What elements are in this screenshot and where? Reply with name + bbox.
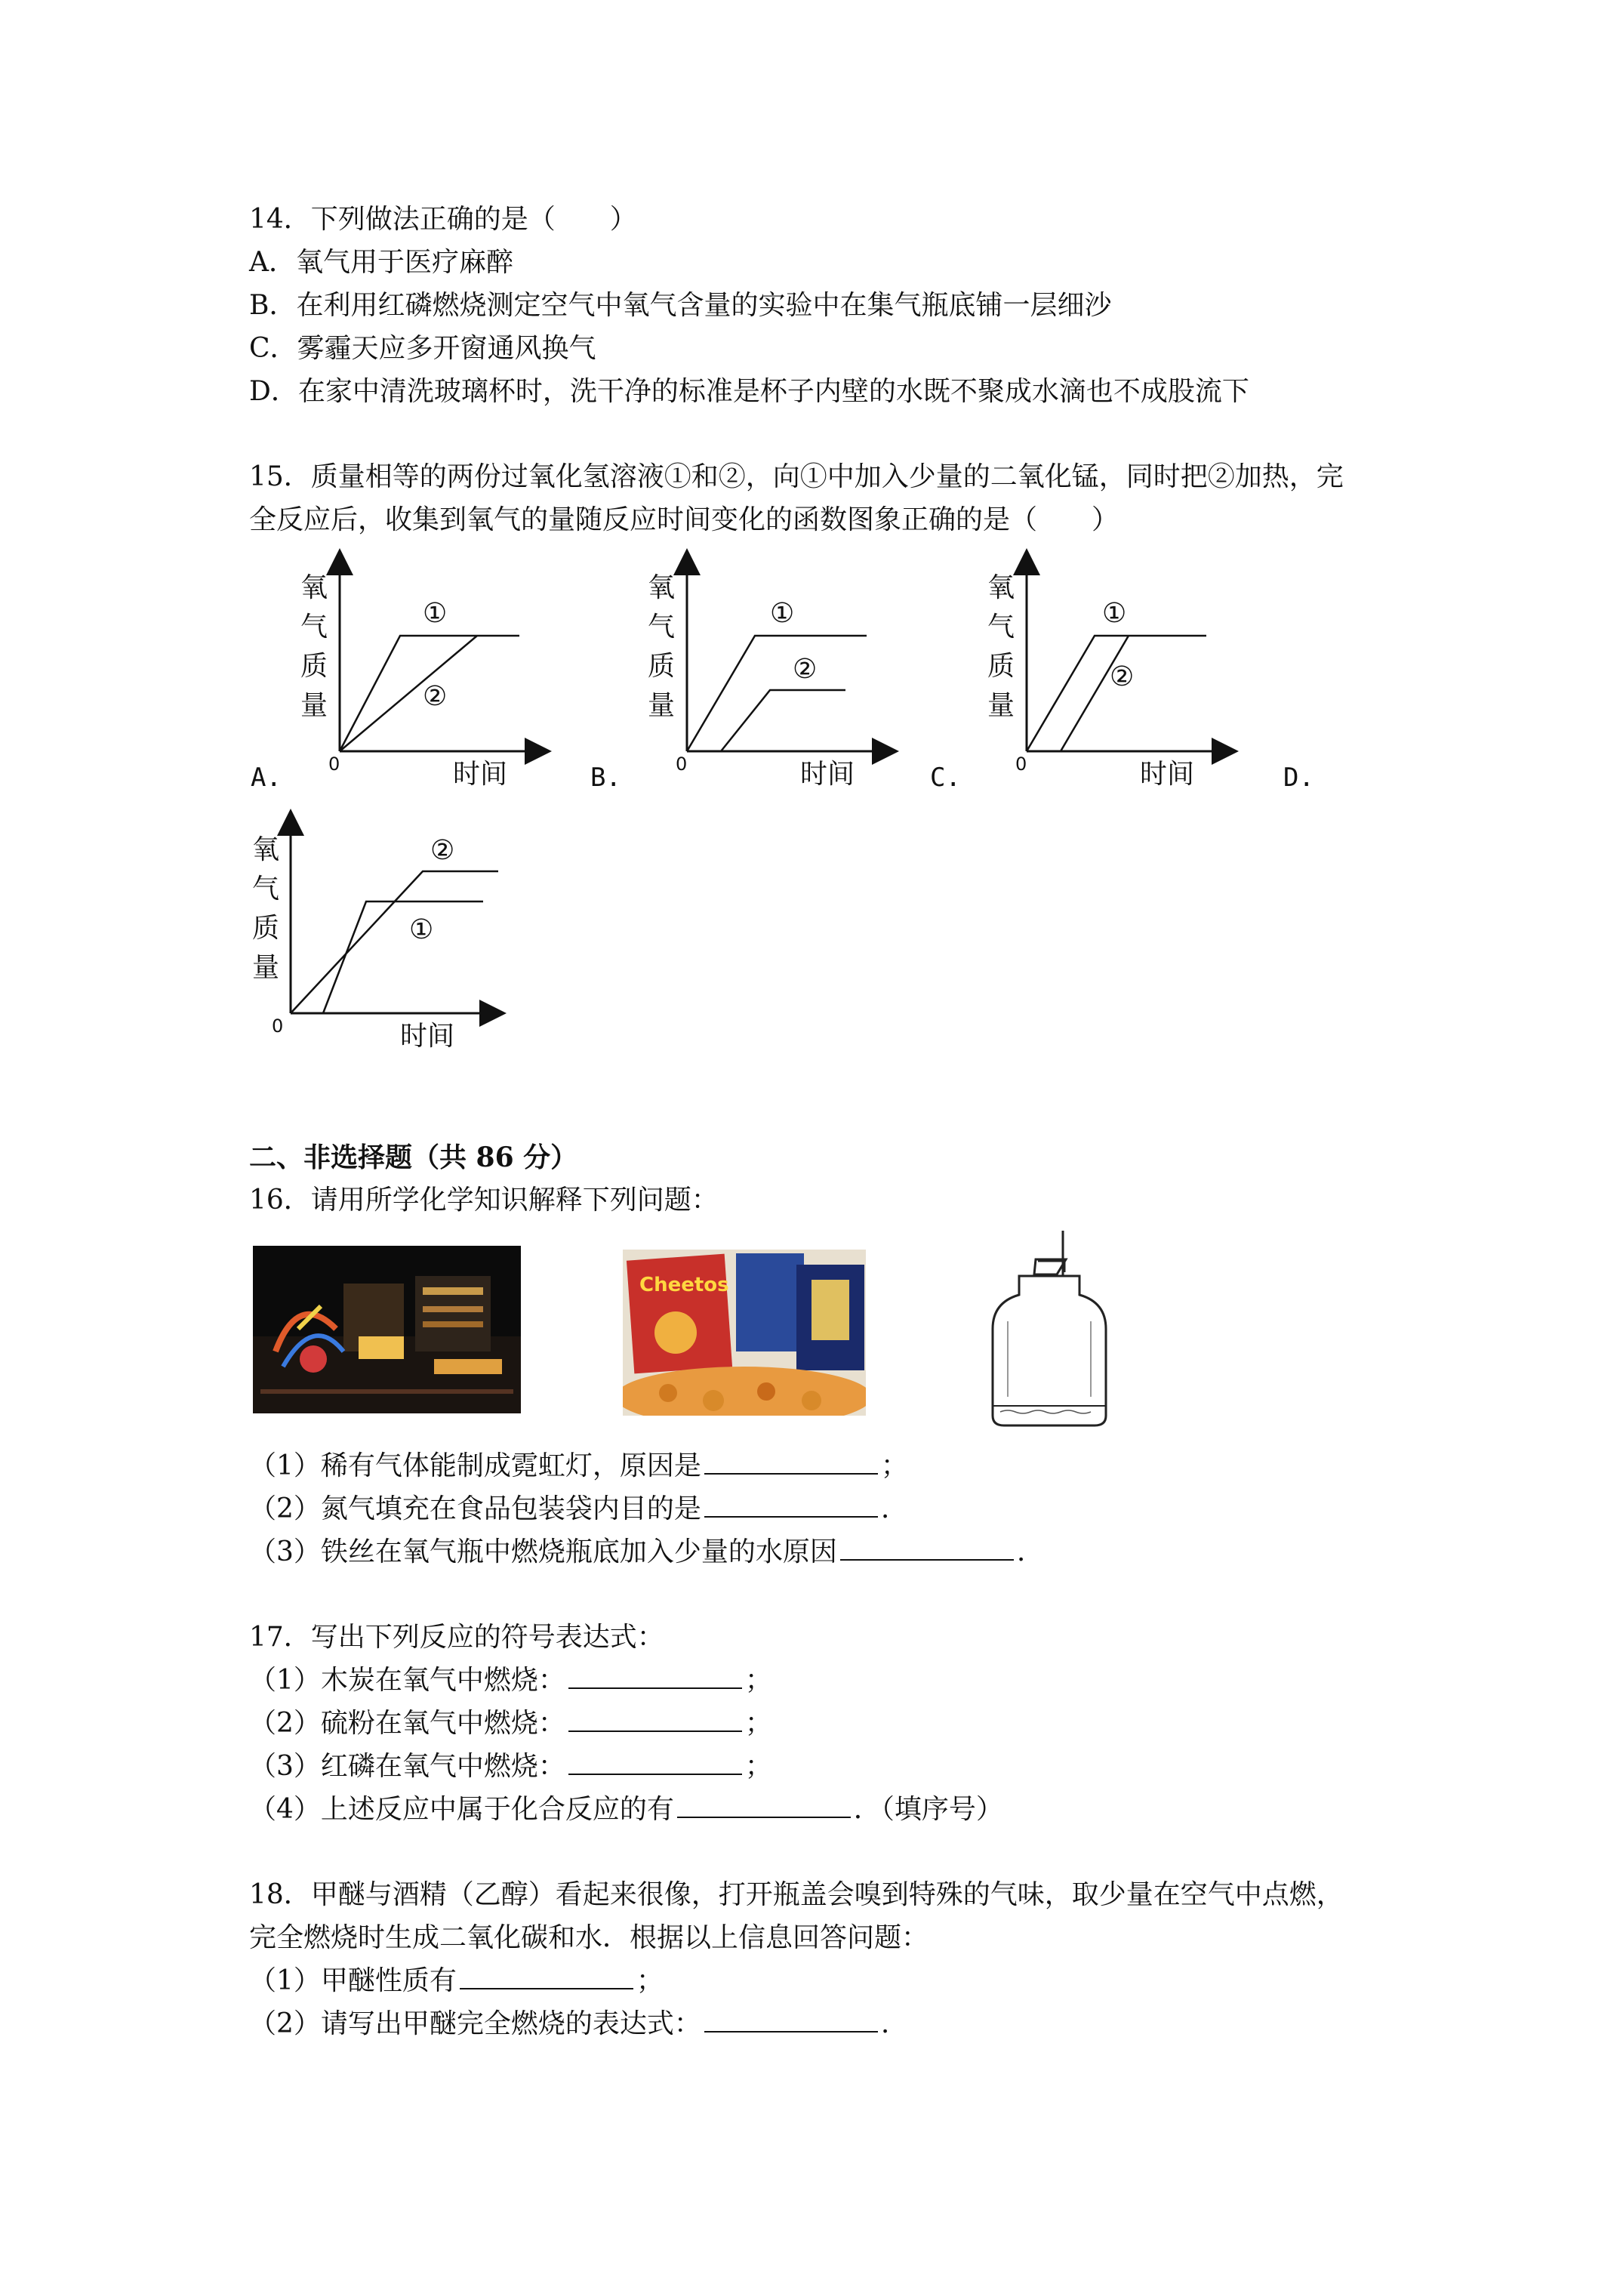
graph-d-mark-1: ①: [409, 914, 434, 945]
q15-option-d: D.: [1283, 763, 1314, 793]
q14-option-b: B．在利用红磷燃烧测定空气中氧气含量的实验中在集气瓶底铺一层细沙: [249, 290, 1112, 321]
q17-item-4: [249, 1789, 1003, 1831]
graph-b-x-label: 时间: [800, 759, 855, 790]
q17-item-1-blank[interactable]: [568, 1662, 742, 1689]
q17-stem: 17．写出下列反应的符号表达式：: [249, 1622, 664, 1653]
q17-item-1-end: ；: [744, 1665, 772, 1696]
graph-c-y-char-4: 量: [987, 690, 1015, 721]
q18-item-2-blank[interactable]: [704, 2005, 878, 2032]
graph-a-mark-1: ①: [423, 598, 448, 629]
q16-item-3-text: （3）铁丝在氧气瓶中燃烧瓶底加入少量的水原因: [249, 1536, 837, 1567]
graph-a-x-label: 时间: [453, 759, 508, 790]
q14-option-c: C．雾霾天应多开窗通风换气: [249, 333, 596, 364]
graph-b-y-char-2: 气: [647, 612, 676, 643]
q17-item-2: [249, 1703, 772, 1745]
graph-d-y-char-3: 质: [251, 913, 280, 944]
q17-item-4-blank[interactable]: [677, 1791, 851, 1818]
graph-d-mark-2: ②: [430, 835, 455, 866]
q17-item-3-text: （3）红磷在氧气中燃烧：: [249, 1751, 565, 1782]
graph-a-mark-2: ②: [423, 681, 448, 712]
q16-item-2-end: .: [880, 1493, 890, 1524]
q16-item-1: [249, 1445, 908, 1487]
q15-stem-line1: 15．质量相等的两份过氧化氢溶液①和②，向①中加入少量的二氧化锰，同时把②加热，完: [249, 461, 1344, 492]
graph-b-mark-1: ①: [770, 598, 795, 629]
q17-item-4-text: （4）上述反应中属于化合反应的有: [249, 1794, 674, 1825]
q15-option-c: C.: [930, 763, 961, 793]
graph-c-y-char-2: 气: [987, 612, 1015, 643]
q16-item-2-blank[interactable]: [704, 1490, 878, 1518]
graph-a-y-char-1: 氧: [300, 572, 328, 603]
q16-item-2: [249, 1488, 889, 1530]
q16-item-3-blank[interactable]: [840, 1533, 1014, 1561]
graph-c-y-char-3: 质: [987, 651, 1015, 682]
q18-item-1: [249, 1960, 664, 2002]
graph-d-y-char-2: 气: [251, 874, 280, 905]
chips-brand-text: Cheetos: [639, 1274, 729, 1296]
q15-option-b: B.: [590, 763, 621, 793]
graph-d: [242, 804, 513, 1061]
graph-d-y-char-1: 氧: [251, 834, 280, 865]
q15-option-a: A.: [251, 763, 282, 793]
q17-item-2-blank[interactable]: [568, 1705, 742, 1732]
graph-c-mark-2: ②: [1110, 661, 1135, 692]
q18-stem-line1: 18．甲醚与酒精（乙醇）看起来很像，打开瓶盖会嗅到特殊的气味，取少量在空气中点燃，: [249, 1879, 1344, 1910]
q16-item-2-text: （2）氮气填充在食品包装袋内目的是: [249, 1493, 701, 1524]
q18-item-1-end: ；: [636, 1965, 664, 1996]
q16-item-3-end: .: [1016, 1536, 1026, 1567]
graph-b-mark-2: ②: [793, 654, 818, 685]
q18-item-2: [249, 2003, 889, 2045]
q16-stem: 16．请用所学化学知识解释下列问题：: [249, 1185, 719, 1216]
graph-a-y-char-2: 气: [300, 612, 328, 643]
graph-c-x-label: 时间: [1140, 759, 1195, 790]
q17-item-4-end: ．（填序号）: [853, 1794, 1003, 1825]
q17-item-3-blank[interactable]: [568, 1748, 742, 1775]
q16-item-1-blank[interactable]: [704, 1447, 878, 1475]
q18-item-2-text: （2）请写出甲醚完全燃烧的表达式：: [249, 2008, 701, 2039]
q18-item-1-blank[interactable]: [460, 1962, 633, 1989]
graph-c: [974, 544, 1246, 793]
q15-stem-line2: 全反应后，收集到氧气的量随反应时间变化的函数图象正确的是（ ）: [249, 504, 1119, 535]
graph-c-y-char-1: 氧: [987, 572, 1015, 603]
q14-option-d: D．在家中清洗玻璃杯时，洗干净的标准是杯子内壁的水既不聚成水滴也不成股流下: [249, 376, 1249, 407]
q16-item-1-end: ；: [880, 1450, 908, 1481]
oxygen-bottle-image: [974, 1231, 1110, 1431]
q17-item-2-end: ；: [744, 1708, 772, 1739]
q17-item-1-text: （1）木炭在氧气中燃烧：: [249, 1665, 565, 1696]
graph-a-y-char-3: 质: [300, 651, 328, 682]
graph-b-y-char-1: 氧: [647, 572, 676, 603]
q18-item-1-text: （1）甲醚性质有: [249, 1965, 457, 1996]
graph-a-y-char-4: 量: [300, 690, 328, 721]
chips-bags-image: [623, 1250, 866, 1416]
graph-a: [287, 544, 559, 793]
q17-item-3-end: ；: [744, 1751, 772, 1782]
graph-d-y-char-4: 量: [251, 952, 280, 983]
graph-d-origin: 0: [272, 1015, 284, 1037]
graph-d-x-label: 时间: [400, 1021, 455, 1052]
graph-b-y-char-4: 量: [647, 690, 676, 721]
graph-b-origin: 0: [676, 754, 688, 775]
q16-item-1-text: （1）稀有气体能制成霓虹灯，原因是: [249, 1450, 701, 1481]
graph-c-mark-1: ①: [1102, 598, 1127, 629]
q14-stem: 14．下列做法正确的是（ ）: [249, 204, 637, 235]
q18-stem-line2: 完全燃烧时生成二氧化碳和水．根据以上信息回答问题：: [249, 1922, 929, 1953]
q16-item-3: [249, 1531, 1025, 1573]
graph-c-origin: 0: [1015, 754, 1027, 775]
q17-item-2-text: （2）硫粉在氧气中燃烧：: [249, 1708, 565, 1739]
q17-item-1: [249, 1660, 772, 1702]
graph-b-y-char-3: 质: [647, 651, 676, 682]
neon-lights-image: [253, 1246, 521, 1413]
graph-b: [634, 544, 906, 793]
graph-a-origin: 0: [328, 754, 340, 775]
q14-option-a: A．氧气用于医疗麻醉: [249, 247, 513, 278]
section2-title: 二、非选择题（共 86 分）: [249, 1142, 578, 1173]
q17-item-3: [249, 1746, 772, 1788]
q18-item-2-end: .: [880, 2008, 890, 2039]
